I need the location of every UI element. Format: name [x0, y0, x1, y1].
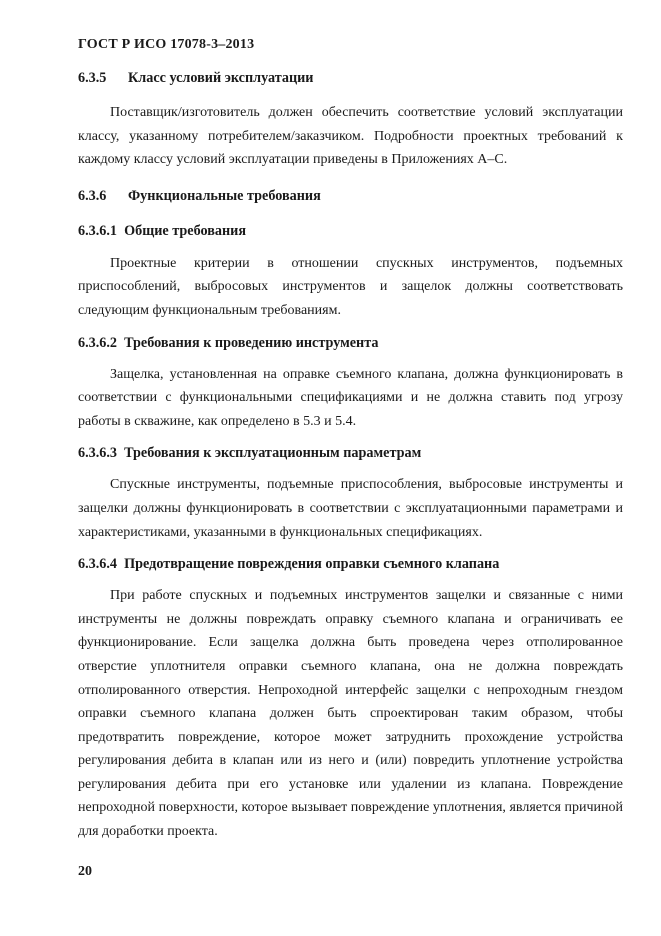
- section-title: Требования к проведению инструмента: [124, 334, 379, 351]
- section-number: 6.3.6: [78, 187, 107, 204]
- section-number: 6.3.6.1: [78, 222, 118, 239]
- document-code: ГОСТ Р ИСО 17078-3–2013: [78, 37, 255, 52]
- section-title: Предотвращение повреждения оправки съемного клапана: [124, 556, 500, 573]
- section-number: 6.3.6.4: [78, 556, 118, 573]
- section-heading-6-3-6-4: [78, 554, 623, 575]
- page-number: 20: [78, 864, 92, 879]
- section-title: Требования к эксплуатационным параметрам: [124, 445, 422, 462]
- section-title: Класс условий эксплуатации: [128, 70, 314, 86]
- section-number: 6.3.5: [78, 70, 107, 86]
- paragraph-6-3-6-3: Спускные инструменты, подъемные приспособления, выбросовые инструменты и защелки должны функционировать в соответствии с эксплуатационными параметрами и характеристиками, указанными в функциональных спецификациях.: [78, 477, 623, 540]
- paragraph-6-3-6-4: При работе спускных и подъемных инструментов защелки и связанные с ними инструменты не должны повреждать оправку съемного клапана и ограничивать ее функционирование. Если защелка должна быть проведена через отполированное отверстие уплотнителя оправки съемного клапана, она не должна повреждать отполированного отверстия. Непроходной интерфейс защелки с непроходным гнездом оправки съемного клапана должен быть спроектирован таким образом, чтобы предотвратить повреждение, которое может затруднить прохождение устройства регулирования дебита в клапан или из него и (или) повредить уплотнение устройства регулирования дебита при его установке или удалении из клапана. Повреждение непроходной поверхности, которое вызывает повреждение уплотнения, является причиной для доработки проекта.: [78, 588, 623, 840]
- section-heading-6-3-6-2: [78, 333, 623, 354]
- section-heading-6-3-6-3: [78, 443, 623, 464]
- section-heading-6-3-5: [78, 68, 623, 89]
- section-number: 6.3.6.2: [78, 334, 118, 351]
- section-number: 6.3.6.3: [78, 445, 118, 462]
- paragraph-6-3-6-2: Защелка, установленная на оправке съемного клапана, должна функционировать в соответствии с функциональными спецификациями и не должна ставить под угрозу работы в скважине, как определено в 5.3 и 5.4.: [78, 366, 623, 429]
- page-content: [78, 68, 623, 844]
- section-heading-6-3-6-1: [78, 221, 623, 242]
- paragraph-6-3-6-1: Проектные критерии в отношении спускных инструментов, подъемных приспособлений, выбросовых инструментов и защелок должны соответствовать следующим функциональным требованиям.: [78, 255, 623, 318]
- paragraph-6-3-5: Поставщик/изготовитель должен обеспечить соответствие условий эксплуатации классу, указанному потребителем/заказчиком. Подробности проектных требований к каждому классу условий эксплуатации приведены в Приложениях А–С.: [78, 105, 623, 168]
- section-heading-6-3-6: [78, 186, 623, 207]
- section-title: Функциональные требования: [128, 187, 321, 204]
- section-title: Общие требования: [124, 222, 246, 239]
